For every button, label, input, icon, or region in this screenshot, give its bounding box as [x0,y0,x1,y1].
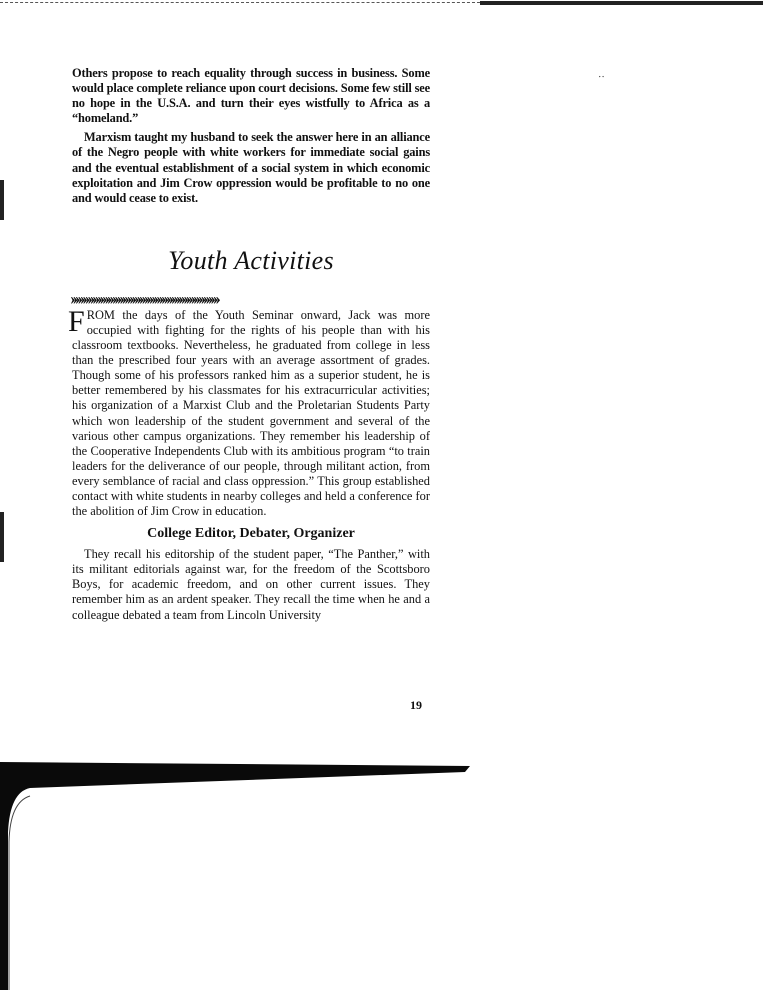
paragraph-marxism: Marxism taught my husband to seek the answer here in an alliance of the Negro people with white workers for immediate social gains and the eventual establishment of a social system in which economic exploitation and Jim Crow oppression would be profitable to no one and would cease to exist. [72,130,430,205]
top-dashed-edge [0,2,480,3]
drop-cap: F [68,304,85,338]
scan-speck: ⋅⋅ [598,72,605,83]
chevron-ornament-rule: ›››››››››››››››››››››››››››››››››››››››››››››››››››››››››››› [70,289,218,308]
paragraph-youth [68,304,430,519]
paragraph-intro: Others propose to reach equality through success in business. Some would place complete reliance upon court decisions. Some few still see no hope in the U.S.A. and turn their eyes wistfully to Africa as a “homeland.” [72,66,430,126]
left-binding-mark [0,512,4,562]
scan-shadow [0,752,763,990]
top-scan-edge [0,0,763,6]
page-body [68,66,430,623]
paragraph-editor: They recall his editorship of the student paper, “The Panther,” with its militant editorials against war, for the freedom of the Scottsboro Boys, for academic freedom, and on other current issues. They remember him as an ardent speaker. They recall the time when he and a colleague debated a team from Lincoln University [72,547,430,622]
subheading: College Editor, Debater, Organizer [147,526,355,542]
section-title: Youth Activities [168,245,334,275]
page-number: 19 [410,698,422,712]
top-dark-edge [480,1,763,5]
paragraph-youth-text: ROM the days of the Youth Seminar onward, Jack was more occupied with fighting for the rights of his people than with his classroom textbooks. Nevertheless, he graduated from college in less than the prescribed four years with an average assortment of grades. Though some of his professors ranked him as a superior student, he is better remembered by his classmates for his extracurricular activities; his organization of a Marxist Club and the Proletarian Students Party which won leadership of the student government and several of the various other campus organizations. They remember his leadership of the Cooperative Independents Club with its ambitious program “to train leaders for the deliverance of our people, through militant action, from every semblance of racial and class oppression.” This group established contact with white students in nearby colleges and held a conference for the abolition of Jim Crow in education. [72,307,430,519]
left-binding-mark [0,180,4,220]
